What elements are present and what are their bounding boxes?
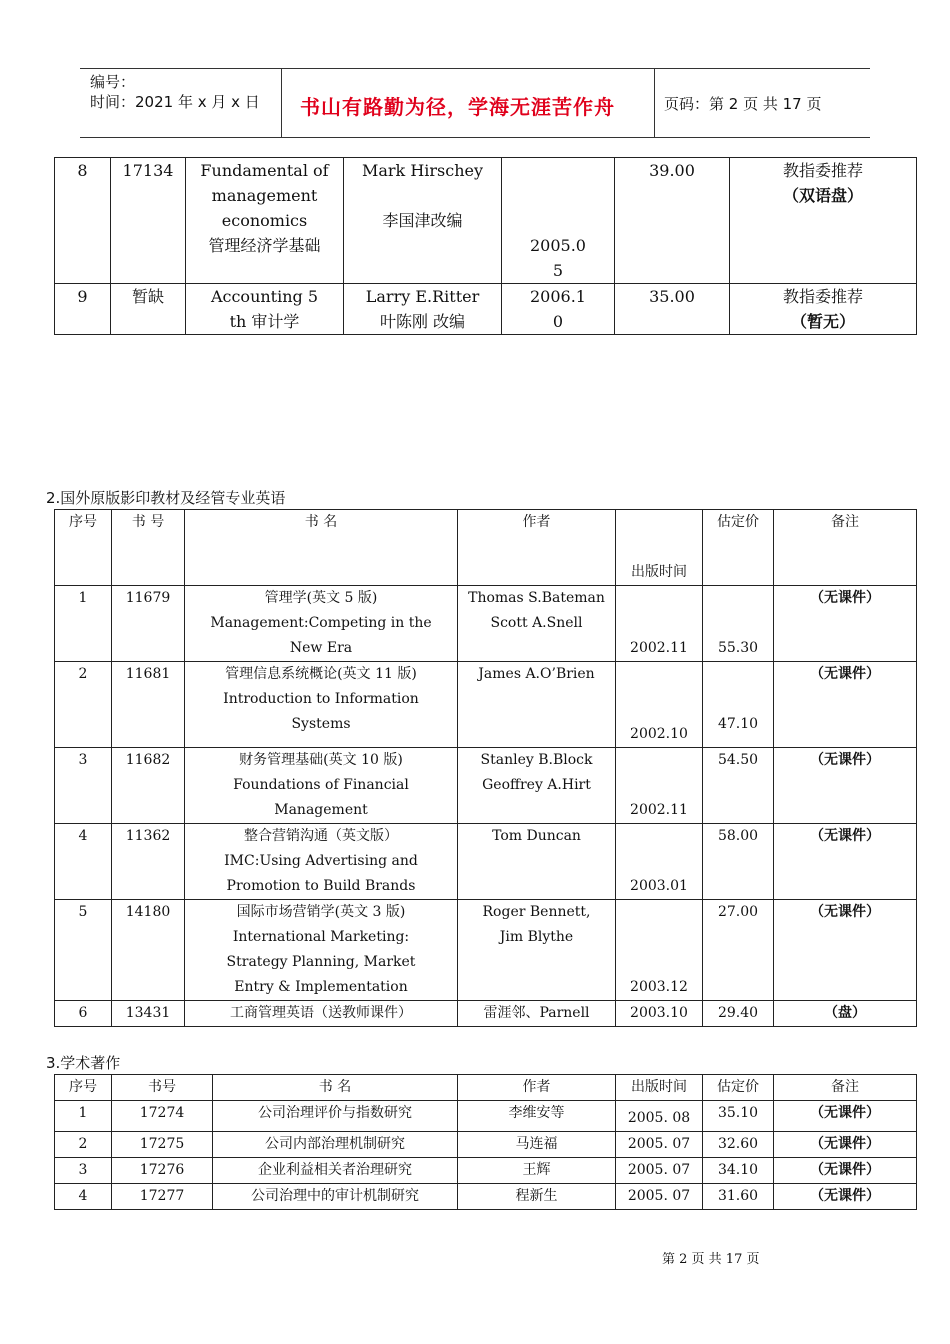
header-code: 书 号 xyxy=(112,510,185,586)
header-date: 出版时间 xyxy=(616,1075,703,1101)
table-row xyxy=(55,1001,917,1027)
page-header xyxy=(80,68,870,138)
cell-author xyxy=(458,586,616,662)
cell-no: 4 xyxy=(55,1184,112,1210)
header-title: 书 名 xyxy=(213,1075,458,1101)
cell-price: 35.00 xyxy=(615,284,730,335)
table-row xyxy=(55,1101,917,1132)
author-line: Larry E.Ritter xyxy=(365,287,480,306)
cell-title: 公司治理中的审计机制研究 xyxy=(213,1184,458,1210)
cell-date: 2005. 07 xyxy=(616,1184,703,1210)
cell-price xyxy=(703,662,774,748)
cell-no: 4 xyxy=(55,824,112,900)
cell-note xyxy=(730,284,917,335)
header-code: 书号 xyxy=(112,1075,213,1101)
cell-code: 17276 xyxy=(112,1158,213,1184)
author-line: Tom Duncan xyxy=(492,828,581,844)
table-row xyxy=(55,900,917,1001)
cell-code: 17277 xyxy=(112,1184,213,1210)
header-no: 序号 xyxy=(55,510,112,586)
cell-title xyxy=(185,900,458,1001)
header-author: 作者 xyxy=(458,1075,616,1101)
cell-author xyxy=(344,158,502,284)
cell-date: 2003.10 xyxy=(616,1001,703,1027)
header-divider xyxy=(654,69,655,137)
title-line: New Era xyxy=(289,640,353,656)
cell-note: （无课件） xyxy=(774,662,917,748)
title-line: Accounting 5 xyxy=(210,287,319,306)
title-line: th 审计学 xyxy=(229,312,300,331)
title-line: 管理信息系统概论(英文 11 版) xyxy=(225,666,417,682)
author-line: Geoffrey A.Hirt xyxy=(482,777,591,793)
cell-author xyxy=(344,284,502,335)
cell-note: （盘） xyxy=(774,1001,917,1027)
cell-price: 32.60 xyxy=(703,1132,774,1158)
cell-date: 2002.11 xyxy=(616,586,703,662)
title-line: economics xyxy=(221,211,308,230)
cell-code: 11679 xyxy=(112,586,185,662)
cell-note xyxy=(730,158,917,284)
cell-date: 2005. 07 xyxy=(616,1132,703,1158)
cell-title xyxy=(185,824,458,900)
author-line: Scott A.Snell xyxy=(490,615,583,631)
cell-no: 6 xyxy=(55,1001,112,1027)
cell-title: 企业利益相关者治理研究 xyxy=(213,1158,458,1184)
cell-price: 39.00 xyxy=(615,158,730,284)
cell-date xyxy=(502,284,615,335)
author-line: Jim Blythe xyxy=(499,929,574,945)
table-row xyxy=(55,824,917,900)
title-line: 管理经济学基础 xyxy=(208,236,321,255)
cell-date: 2005. 08 xyxy=(616,1101,703,1132)
date-line: 0 xyxy=(552,312,564,331)
cell-author: 王辉 xyxy=(458,1158,616,1184)
cell-date: 2003.12 xyxy=(616,900,703,1001)
header-price: 估定价 xyxy=(703,510,774,586)
cell-code: 11681 xyxy=(112,662,185,748)
title-line: Management xyxy=(274,802,368,818)
table-row xyxy=(55,662,917,748)
page-label: 页码：第 2 页 共 17 页 xyxy=(664,95,822,113)
cell-title xyxy=(185,662,458,748)
cell-date: 2002.10 xyxy=(616,662,703,748)
cell-no: 5 xyxy=(55,900,112,1001)
cell-title xyxy=(186,284,344,335)
title-line: 国际市场营销学(英文 3 版) xyxy=(236,904,406,920)
cell-no: 9 xyxy=(55,284,111,335)
cell-author: 程新生 xyxy=(458,1184,616,1210)
header-title: 书 名 xyxy=(185,510,458,586)
header-note: 备注 xyxy=(774,510,917,586)
title-line: 整合营销沟通（英文版） xyxy=(244,828,398,844)
cell-note: （无课件） xyxy=(774,824,917,900)
cell-title xyxy=(185,586,458,662)
header-no: 序号 xyxy=(55,1075,112,1101)
cell-note: （无课件） xyxy=(774,1101,917,1132)
time-label: 时间：2021 年 x 月 x 日 xyxy=(90,93,260,111)
cell-no: 3 xyxy=(55,1158,112,1184)
date-line: 2006.1 xyxy=(530,287,586,306)
cell-title: 公司治理评价与指数研究 xyxy=(213,1101,458,1132)
table-row xyxy=(55,586,917,662)
table-row xyxy=(55,748,917,824)
cell-title xyxy=(186,158,344,284)
table-row xyxy=(55,1184,917,1210)
note-line: 教指委推荐 xyxy=(782,161,863,180)
cell-code: 14180 xyxy=(112,900,185,1001)
cell-code: 11682 xyxy=(112,748,185,824)
note-line: （双语盘） xyxy=(782,186,863,205)
cell-date: 2003.01 xyxy=(616,824,703,900)
cell-title: 工商管理英语（送教师课件） xyxy=(185,1001,458,1027)
cell-author xyxy=(458,748,616,824)
cell-code: 17134 xyxy=(111,158,186,284)
title-line: Introduction to Information xyxy=(223,691,419,707)
title-line: Strategy Planning, Market xyxy=(226,954,416,970)
header-price: 估定价 xyxy=(703,1075,774,1101)
title-line: Management:Competing in the xyxy=(210,615,432,631)
table-row xyxy=(55,158,917,284)
date-line: 2005.0 xyxy=(530,236,586,255)
continued-table xyxy=(54,157,917,335)
cell-no: 2 xyxy=(55,662,112,748)
cell-code: 17275 xyxy=(112,1132,213,1158)
table-row xyxy=(55,1132,917,1158)
table-header-row xyxy=(55,510,917,586)
number-label: 编号： xyxy=(90,73,136,91)
cell-author: 马连福 xyxy=(458,1132,616,1158)
monograph-table xyxy=(54,1074,917,1210)
cell-note: （无课件） xyxy=(774,900,917,1001)
cell-no: 1 xyxy=(55,586,112,662)
cell-author xyxy=(458,900,616,1001)
title-line: Foundations of Financial xyxy=(233,777,409,793)
table-row xyxy=(55,284,917,335)
cell-title: 公司内部治理机制研究 xyxy=(213,1132,458,1158)
title-line: Entry & Implementation xyxy=(234,979,408,995)
author-line: Stanley B.Block xyxy=(480,752,593,768)
cell-price: 58.00 xyxy=(703,824,774,900)
cell-no: 2 xyxy=(55,1132,112,1158)
cell-note: （无课件） xyxy=(774,1158,917,1184)
cell-note: （无课件） xyxy=(774,586,917,662)
cell-no: 1 xyxy=(55,1101,112,1132)
cell-price: 27.00 xyxy=(703,900,774,1001)
title-line: 财务管理基础(英文 10 版) xyxy=(239,752,403,768)
cell-date xyxy=(502,158,615,284)
author-line: 叶陈刚 改编 xyxy=(379,312,466,331)
cell-price: 55.30 xyxy=(703,586,774,662)
cell-date: 2005. 07 xyxy=(616,1158,703,1184)
cell-price: 31.60 xyxy=(703,1184,774,1210)
cell-no: 3 xyxy=(55,748,112,824)
cell-price: 54.50 xyxy=(703,748,774,824)
page-footer: 第 2 页 共 17 页 xyxy=(662,1252,760,1267)
cell-author xyxy=(458,662,616,748)
cell-code: 暂缺 xyxy=(111,284,186,335)
author-line xyxy=(344,183,501,208)
cell-author: 李维安等 xyxy=(458,1101,616,1132)
cell-price: 29.40 xyxy=(703,1001,774,1027)
table-row xyxy=(55,1158,917,1184)
title-line: Fundamental of xyxy=(200,161,329,180)
date-line: 5 xyxy=(552,261,564,280)
author-line: James A.O’Brien xyxy=(478,666,595,682)
section-title: 3.学术著作 xyxy=(46,1054,121,1072)
title-line: 管理学(英文 5 版) xyxy=(264,590,378,606)
title-line: Promotion to Build Brands xyxy=(226,878,416,894)
cell-date: 2002.11 xyxy=(616,748,703,824)
section-title: 2.国外原版影印教材及经管专业英语 xyxy=(46,489,286,507)
author-line: Mark Hirschey xyxy=(361,161,484,180)
note-line: （暂无） xyxy=(790,312,855,331)
title-line: Systems xyxy=(291,716,351,732)
title-line: International Marketing: xyxy=(232,929,410,945)
author-line: 李国津改编 xyxy=(382,211,463,230)
table-header-row xyxy=(55,1075,917,1101)
cell-code: 11362 xyxy=(112,824,185,900)
cell-title xyxy=(185,748,458,824)
author-line: Roger Bennett, xyxy=(482,904,591,920)
textbook-table xyxy=(54,509,917,1027)
header-date: 出版时间 xyxy=(616,510,703,586)
header-motto: 书山有路勤为径，学海无涯苦作舟 xyxy=(300,95,615,119)
cell-author xyxy=(458,824,616,900)
cell-no: 8 xyxy=(55,158,111,284)
header-divider xyxy=(281,69,282,137)
cell-price: 34.10 xyxy=(703,1158,774,1184)
cell-code: 13431 xyxy=(112,1001,185,1027)
cell-note: （无课件） xyxy=(774,1132,917,1158)
cell-author: 雷涯邻、Parnell xyxy=(458,1001,616,1027)
title-line: IMC:Using Advertising and xyxy=(224,853,418,869)
cell-price: 35.10 xyxy=(703,1101,774,1132)
cell-note: （无课件） xyxy=(774,748,917,824)
note-line: 教指委推荐 xyxy=(782,287,863,306)
header-author: 作者 xyxy=(458,510,616,586)
cell-note: （无课件） xyxy=(774,1184,917,1210)
author-line: Thomas S.Bateman xyxy=(468,590,605,606)
title-line: management xyxy=(211,186,318,205)
cell-code: 17274 xyxy=(112,1101,213,1132)
header-note: 备注 xyxy=(774,1075,917,1101)
price-value: 47.10 xyxy=(717,716,759,732)
